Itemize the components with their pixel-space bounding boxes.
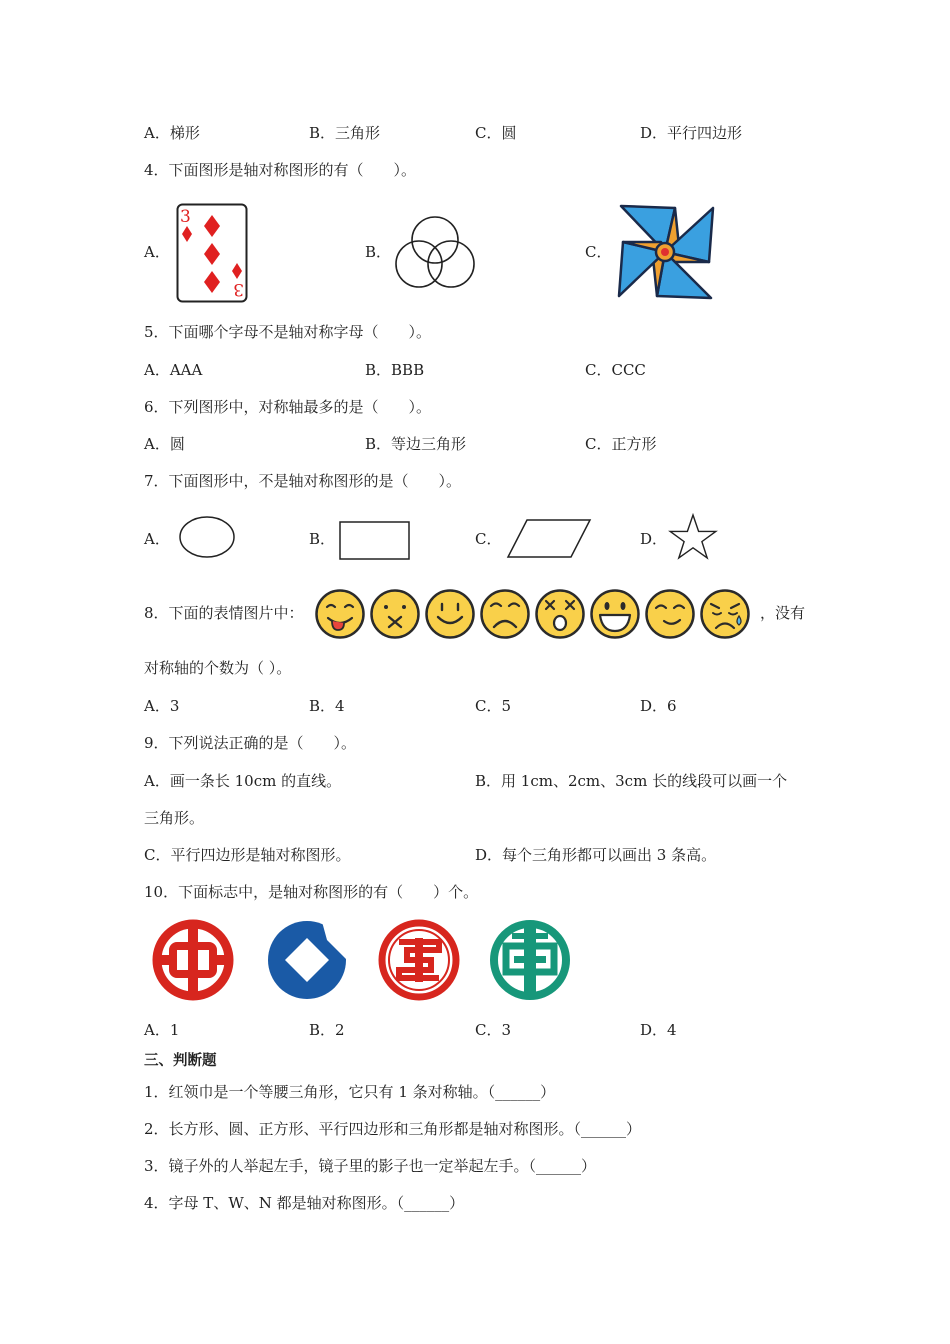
q4-option-a: A． xyxy=(144,243,170,261)
frowning-face-icon xyxy=(479,588,531,640)
grinning-face-icon xyxy=(589,588,641,640)
q7-question: 7．下面图形中，不是轴对称图形的是（ ）。 xyxy=(144,472,462,490)
q8-option-c: C．5 xyxy=(475,697,512,715)
q6-option-b: B．等边三角形 xyxy=(365,435,467,453)
q9-option-a: A．画一条长 10cm 的直线。 xyxy=(144,772,342,790)
q10-question: 10．下面标志中，是轴对称图形的有（ ）个。 xyxy=(144,883,479,901)
judgement-item-1: 1．红领巾是一个等腰三角形，它只有 1 条对称轴。（______） xyxy=(144,1083,556,1101)
q3-option-d: D．平行四边形 xyxy=(640,124,743,142)
parallelogram-shape xyxy=(505,518,593,560)
judgement-item-2: 2．长方形、圆、正方形、平行四边形和三角形都是轴对称图形。（______） xyxy=(144,1120,642,1138)
playing-card-icon xyxy=(176,203,248,303)
content-face-icon xyxy=(644,588,696,640)
q6-option-a: A．圆 xyxy=(144,435,185,453)
q4-option-b: B． xyxy=(365,243,392,261)
q5-option-b: B．BBB xyxy=(365,361,425,379)
q8-question-end: ，没有 xyxy=(760,604,806,622)
construction-bank-logo xyxy=(265,916,349,1002)
q7-option-a: A． xyxy=(144,530,170,548)
q3-option-c: C．圆 xyxy=(475,124,517,142)
q4-question: 4．下面图形是轴对称图形的有（ ）。 xyxy=(144,161,417,179)
q8-question-continued: 对称轴的个数为（ ）。 xyxy=(144,659,292,677)
judgement-item-4: 4．字母 T、W、N 都是轴对称图形。（______） xyxy=(144,1194,465,1212)
q8-option-d: D．6 xyxy=(640,697,677,715)
q5-option-a: A．AAA xyxy=(144,361,203,379)
card-rank-bottom: 3 xyxy=(233,279,244,299)
shocked-face-icon xyxy=(534,588,586,640)
q9-option-b-continued: 三角形。 xyxy=(144,809,205,827)
q9-question: 9．下列说法正确的是（ ）。 xyxy=(144,734,357,752)
icbc-logo xyxy=(377,918,461,1002)
triquetra-icon xyxy=(392,212,478,292)
bank-of-china-logo xyxy=(151,918,235,1002)
tongue-out-face-icon xyxy=(314,588,366,640)
q3-option-a: A．梯形 xyxy=(144,124,200,142)
q9-option-c: C．平行四边形是轴对称图形。 xyxy=(144,846,351,864)
pinwheel-icon xyxy=(613,200,719,304)
q4-option-c: C． xyxy=(585,243,612,261)
q10-option-d: D．4 xyxy=(640,1021,677,1039)
rectangle-shape xyxy=(338,520,412,562)
q6-option-c: C．正方形 xyxy=(585,435,657,453)
q8-option-a: A．3 xyxy=(144,697,180,715)
q10-option-c: C．3 xyxy=(475,1021,512,1039)
section-heading-judgement: 三、判断题 xyxy=(144,1053,217,1069)
q10-option-a: A．1 xyxy=(144,1021,180,1039)
smiling-face-icon xyxy=(424,588,476,640)
crying-face-icon xyxy=(699,588,751,640)
q8-option-b: B．4 xyxy=(309,697,345,715)
ellipse-shape xyxy=(177,514,237,560)
card-rank-top: 3 xyxy=(180,207,191,227)
q10-option-b: B．2 xyxy=(309,1021,345,1039)
q6-question: 6．下列图形中，对称轴最多的是（ ）。 xyxy=(144,398,432,416)
q9-option-d: D．每个三角形都可以画出 3 条高。 xyxy=(475,846,717,864)
q3-option-b: B．三角形 xyxy=(309,124,381,142)
agricultural-bank-logo xyxy=(488,916,572,1002)
dizzy-face-icon xyxy=(369,588,421,640)
q5-question: 5．下面哪个字母不是轴对称字母（ ）。 xyxy=(144,323,432,341)
q7-option-d: D． xyxy=(640,530,668,548)
q9-option-b: B．用 1cm、2cm、3cm 长的线段可以画一个 xyxy=(475,772,788,790)
q7-option-b: B． xyxy=(309,530,336,548)
q7-option-c: C． xyxy=(475,530,502,548)
q5-option-c: C．CCC xyxy=(585,361,646,379)
star-shape xyxy=(668,513,718,561)
judgement-item-3: 3．镜子外的人举起左手，镜子里的影子也一定举起左手。（______） xyxy=(144,1157,597,1175)
q8-question: 8．下面的表情图片中： xyxy=(144,604,304,622)
